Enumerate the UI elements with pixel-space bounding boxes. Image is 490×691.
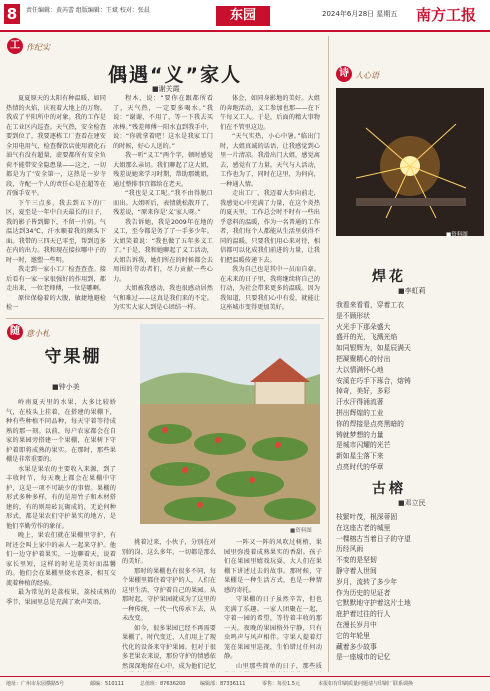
poem-line: 历经风雨 [336, 545, 364, 554]
article-author: ■谢关霞 [152, 85, 180, 93]
poem-line: 静守着人世间 [336, 566, 377, 575]
newspaper-logo: 南方工报 [416, 6, 477, 24]
paragraph: 体会，如同身影地的美好。大姐的奔跑活动，义工参加也那——在下午每又工人。于是，后面的精大事物们在不管里这边。 [220, 95, 320, 131]
poem-line: 拼出辉煌的工业 [336, 408, 384, 417]
paragraph: 水果是果农的主要收入来源，到了丰收时节，每天晚上都会在果棚中守护，这是一项不可缺少的事情。果棚的形式多种多样，有的是用竹子和木材搭建的，有的则用砖瓦砌成的，无论何种形式，都是果农们守护果实的地方，是他们辛勤劳作的象征。 [6, 465, 116, 530]
paragraph: 一阵又一阵的风吹过树梢，果园里弥漫着成熟果实的香甜。孩子们在果园里嬉戏玩耍，大人们在果棚下讲述过去的故事。那时候，守果棚是一种生活方式，也是一种情感的寄托。 [224, 539, 322, 594]
column-kicker-icon: 工 [7, 38, 23, 54]
poem-line: 枝繁叶茂，根深蒂固 [336, 513, 398, 521]
paragraph: 如今，很多果园已经不再需要果棚了，时代变迁，人们用上了现代化的设备来守护果园。但对于很多老果农来说，那份守护的情感依然深深地留在心中，成为他们记忆 [122, 624, 216, 670]
poem-line: 庇护着过往的行人 [336, 610, 391, 619]
paragraph: 程木，说：“要你在跟都所看了，天气热，一定要多喝水。”我说：“谢谢，不用了，等一下我去买冰棒。”残差师傅一阳水直到我手中，说：“你就拿着吧！这水是我家工门的时候，好心人送的。” [113, 95, 213, 150]
poem-line: 不变的是坚韧 [336, 556, 377, 565]
footer-address: 地址：广州市东园横路5号 [6, 681, 65, 687]
paragraph: 大姐被我感动，我也很感动居然气和难过——这真是我们来的不定。为实实大家人到是心团结一样。 [113, 285, 213, 311]
poem-line: 如同银辉为，如星辰满天 [336, 344, 411, 353]
page-footer [0, 676, 490, 691]
poem-author: ■李虹莉 [398, 287, 426, 295]
section-title: 东园 [216, 6, 270, 26]
article-column-2 [122, 538, 216, 672]
image-caption: ■资料图 [446, 232, 468, 238]
article-column-3 [224, 538, 322, 672]
column-kicker-label: 人心语 [355, 71, 379, 80]
column-kicker-label: 作纪实 [26, 43, 50, 52]
poem-line: 岁月，流转了多少年 [336, 577, 398, 586]
paragraph: 守果棚的日子虽然辛苦，但也充满了乐趣。一家人团聚在一起，守着一园的希望，等待着丰收的那一天。夜晚的果园格外宁静，只有虫鸣声与风声相伴。守果人提着灯笼在果园里巡视，生怕错过任何动静。 [224, 596, 322, 660]
article-title: 守果棚 [44, 347, 102, 367]
poem-line: 点亮时代的华章 [336, 462, 384, 471]
footer-price: 零售：每份1.5元 [262, 681, 300, 687]
paragraph: 原位保稳着的大腹，敏捷地避检检一 [6, 294, 106, 311]
paragraph: 最为常见的是荔枝果，荔枝成熟的季节，果园里总是充满了欢声笑语。 [6, 589, 116, 606]
poem-line: 汗水汗得涌流著 [336, 398, 384, 407]
article-column-3 [220, 94, 320, 312]
poem-title: 古榕 [372, 481, 406, 497]
poem-title: 焊花 [372, 269, 406, 285]
article-author: ■钟小美 [52, 383, 80, 391]
paragraph: 那时的果棚也有很多不同，每个果棚里都住着守护的人，人们在这里生活，守护着自己的果园。从那时起，守护果园就成为了这里的一种传统，一代一代传承下去，从未改变。 [122, 567, 216, 622]
poem-line: 你的焊接是点亮黑暗的 [336, 419, 404, 428]
column-divider [328, 36, 329, 672]
paragraph: 晚上，果农们就在果棚里守护，有时还会叫上家中的亲人一起来守护。他们一边守护着果实，一边聊着天，说着家长里短，这样的时光是美好而温馨的。他们会在果棚里烧水泡茶，相互交流着种植的经验。 [6, 532, 116, 587]
poem-line: 把凝聚精心的付出 [336, 354, 391, 363]
paragraph: 我走到一家小工厂检查查查。接后看有一家一家很强好的作用到，都走出来，一位老师傅，一位是哪啊。 [6, 266, 106, 292]
garden-illustration [140, 324, 320, 524]
page-number: 8 [4, 4, 20, 24]
poem-line: 掉奇，美好，多彩 [336, 387, 391, 396]
footer-editorial: 编辑部：87336111 [200, 681, 246, 687]
article-title: 偶遇“义”家人 [108, 64, 242, 86]
section-divider [6, 318, 324, 319]
welding-illustration [336, 88, 484, 236]
paragraph: 我一听“义工”两个字，顿时感觉大姐那么亲切。我们聊起了这大姐，残差说她来学习时期，帮助那姚姐，通过整排事宜都给在老天。 [113, 152, 213, 188]
poem-line: 是不顾形状 [336, 311, 370, 320]
paragraph: 我告诉她，我是2009年在地的义工，至今都是务了了一手多少年。大姐笑着说：“我也做了五年多义工了。”于是，我和她聊起了义工活动，大姐告诉我，她们所在的时候都会去周围的劳动者们，尽力贡献一些心力。 [113, 218, 213, 283]
poem-line: 盛开的光，飞溅光焰 [336, 333, 398, 342]
paragraph: 岭南夏天里的水果，大多比较娇气，在枝头上挂着，在搭建的果棚下，种有些种植不同品种，每天守着等待成熟的那一刻。以前，每户农家都会在自家的果园旁搭建一个果棚，在果树下守护着即将成熟的果实。在那时，那些果棚是非常重要的。 [6, 399, 116, 463]
article-column-1 [6, 398, 116, 672]
paragraph: “天气实热，小心中暑。”临出门时，大姐真诚的话语，让我感觉到心里一片清凉。我滑出门大姐，感觉离去，感觉有了力量。天气与人活动，工作也为了，同时在这里，为何向，一种通人情。 [220, 133, 320, 188]
poem-line: 在漫长岁月中 [336, 620, 377, 629]
poem-line: 它的年轮里 [336, 631, 370, 640]
poem-line: 铸就梦想的力量 [336, 430, 384, 439]
poem-line: 它默默地守护着这片土地 [336, 599, 411, 608]
issue-date: 2024年6月28日 星期五 [322, 10, 398, 18]
editor-credits: 责任编辑：黄芮蕾 组版编辑：王斌 校对：张晨 [26, 7, 150, 14]
column-kicker-icon: 随 [7, 324, 23, 340]
poem-line: 大以情满怀心地 [336, 365, 384, 374]
article-column-2 [113, 94, 213, 312]
paragraph: 山里那些简单的日子，那些质 [236, 662, 322, 670]
poem-line: 是一座城市的记忆 [336, 653, 391, 662]
footer-postcode: 邮编：510111 [90, 681, 125, 687]
welding-picture [336, 88, 484, 236]
garden-picture [140, 324, 320, 524]
poem-line: 是城市闪耀的光芒 [336, 441, 391, 450]
paragraph: “我也是义工呢。”我不由得脱口而出。大姐听后，表情就松散开了，残差说，“原来你是‘义’家人呀。” [113, 190, 213, 216]
poem-line: 火光手下那朵盛大 [336, 322, 391, 331]
poem-line: 安溪在巧手下琢合，熔铸 [336, 376, 411, 385]
paragraph: 夏夏原天的太阳有种温暖，如同热情的火焰，庆祝着大地上的万物。我成了平阳所中的对象。我的工作是在工业区内巡查。天气热，安全检查要到位了，我要逐栋工厂查看在建安全用电用气，检查餐饮店使用液化石油气有没有超量，虚要都所有安全负荷不能带安全隐患量——这之，一切都是为了‘安全第一，这热是一岁寺段，寺配一个人的责任心是在超等在首强手安平。 [6, 95, 106, 197]
poem-line: 我看来看看，穿着工衣 [336, 301, 404, 309]
paragraph: 我为自己也是其中一员而自豪。在未来的日子里，我将继续将自己的行动，为社会带来更多的温暖。因为我知道，只要我们心中有爱，就能让这座城市变得更加美好。 [220, 266, 320, 311]
footer-hotline: 总值班：87636200 [140, 681, 186, 687]
footer-notice: 本报如有印刷质量问题请与印刷厂联系调换 [318, 681, 414, 687]
poem-line: 新如星尘落下来 [336, 452, 384, 461]
image-caption: ■资料图 [290, 528, 312, 534]
article-column-1 [6, 94, 106, 312]
poem-author: ■邓立民 [398, 499, 426, 507]
poem-body [336, 512, 486, 663]
masthead-bar [0, 0, 490, 32]
poem-line: 藏着多少故事 [336, 642, 377, 651]
poem-line: 作为历史的见证者 [336, 588, 391, 597]
poem-line: 一棵榕古当着日子的守望 [336, 534, 411, 543]
poem-line: 在这座古老的城里 [336, 523, 391, 532]
column-kicker-label: 意小札 [26, 329, 50, 338]
paragraph: 下午三点多，我去到五下的厂区，夏至是一年中白天最长的日子，我的影子皆到脚下，不留一片阴。气温达到34℃，汗水顺着我的额头下面。我带的三四天已零至，帮到迈多在内的出力。我和现在接拉哪中子的时一时，邀塑一些明。 [6, 199, 106, 264]
column-kicker-icon: 诗 [336, 66, 352, 82]
paragraph: 挑着过来，小伙子，分别在对别的岗，这么多年，一切都是那么的美好。 [122, 539, 216, 565]
paragraph: 走出工厂，我迈着大步向前走，我感觉心中充满了力量，在这个炎热的夏天里，工作总会时不时有一些出乎意料的温暖，作为一名普通的工作者，我们每个人都能从生活里获得不同的温暖，只要我们用心来对待，相信都可以化成我们前进的力量，让我们把温暖传递下去。 [220, 190, 320, 264]
poem-body [336, 300, 486, 473]
